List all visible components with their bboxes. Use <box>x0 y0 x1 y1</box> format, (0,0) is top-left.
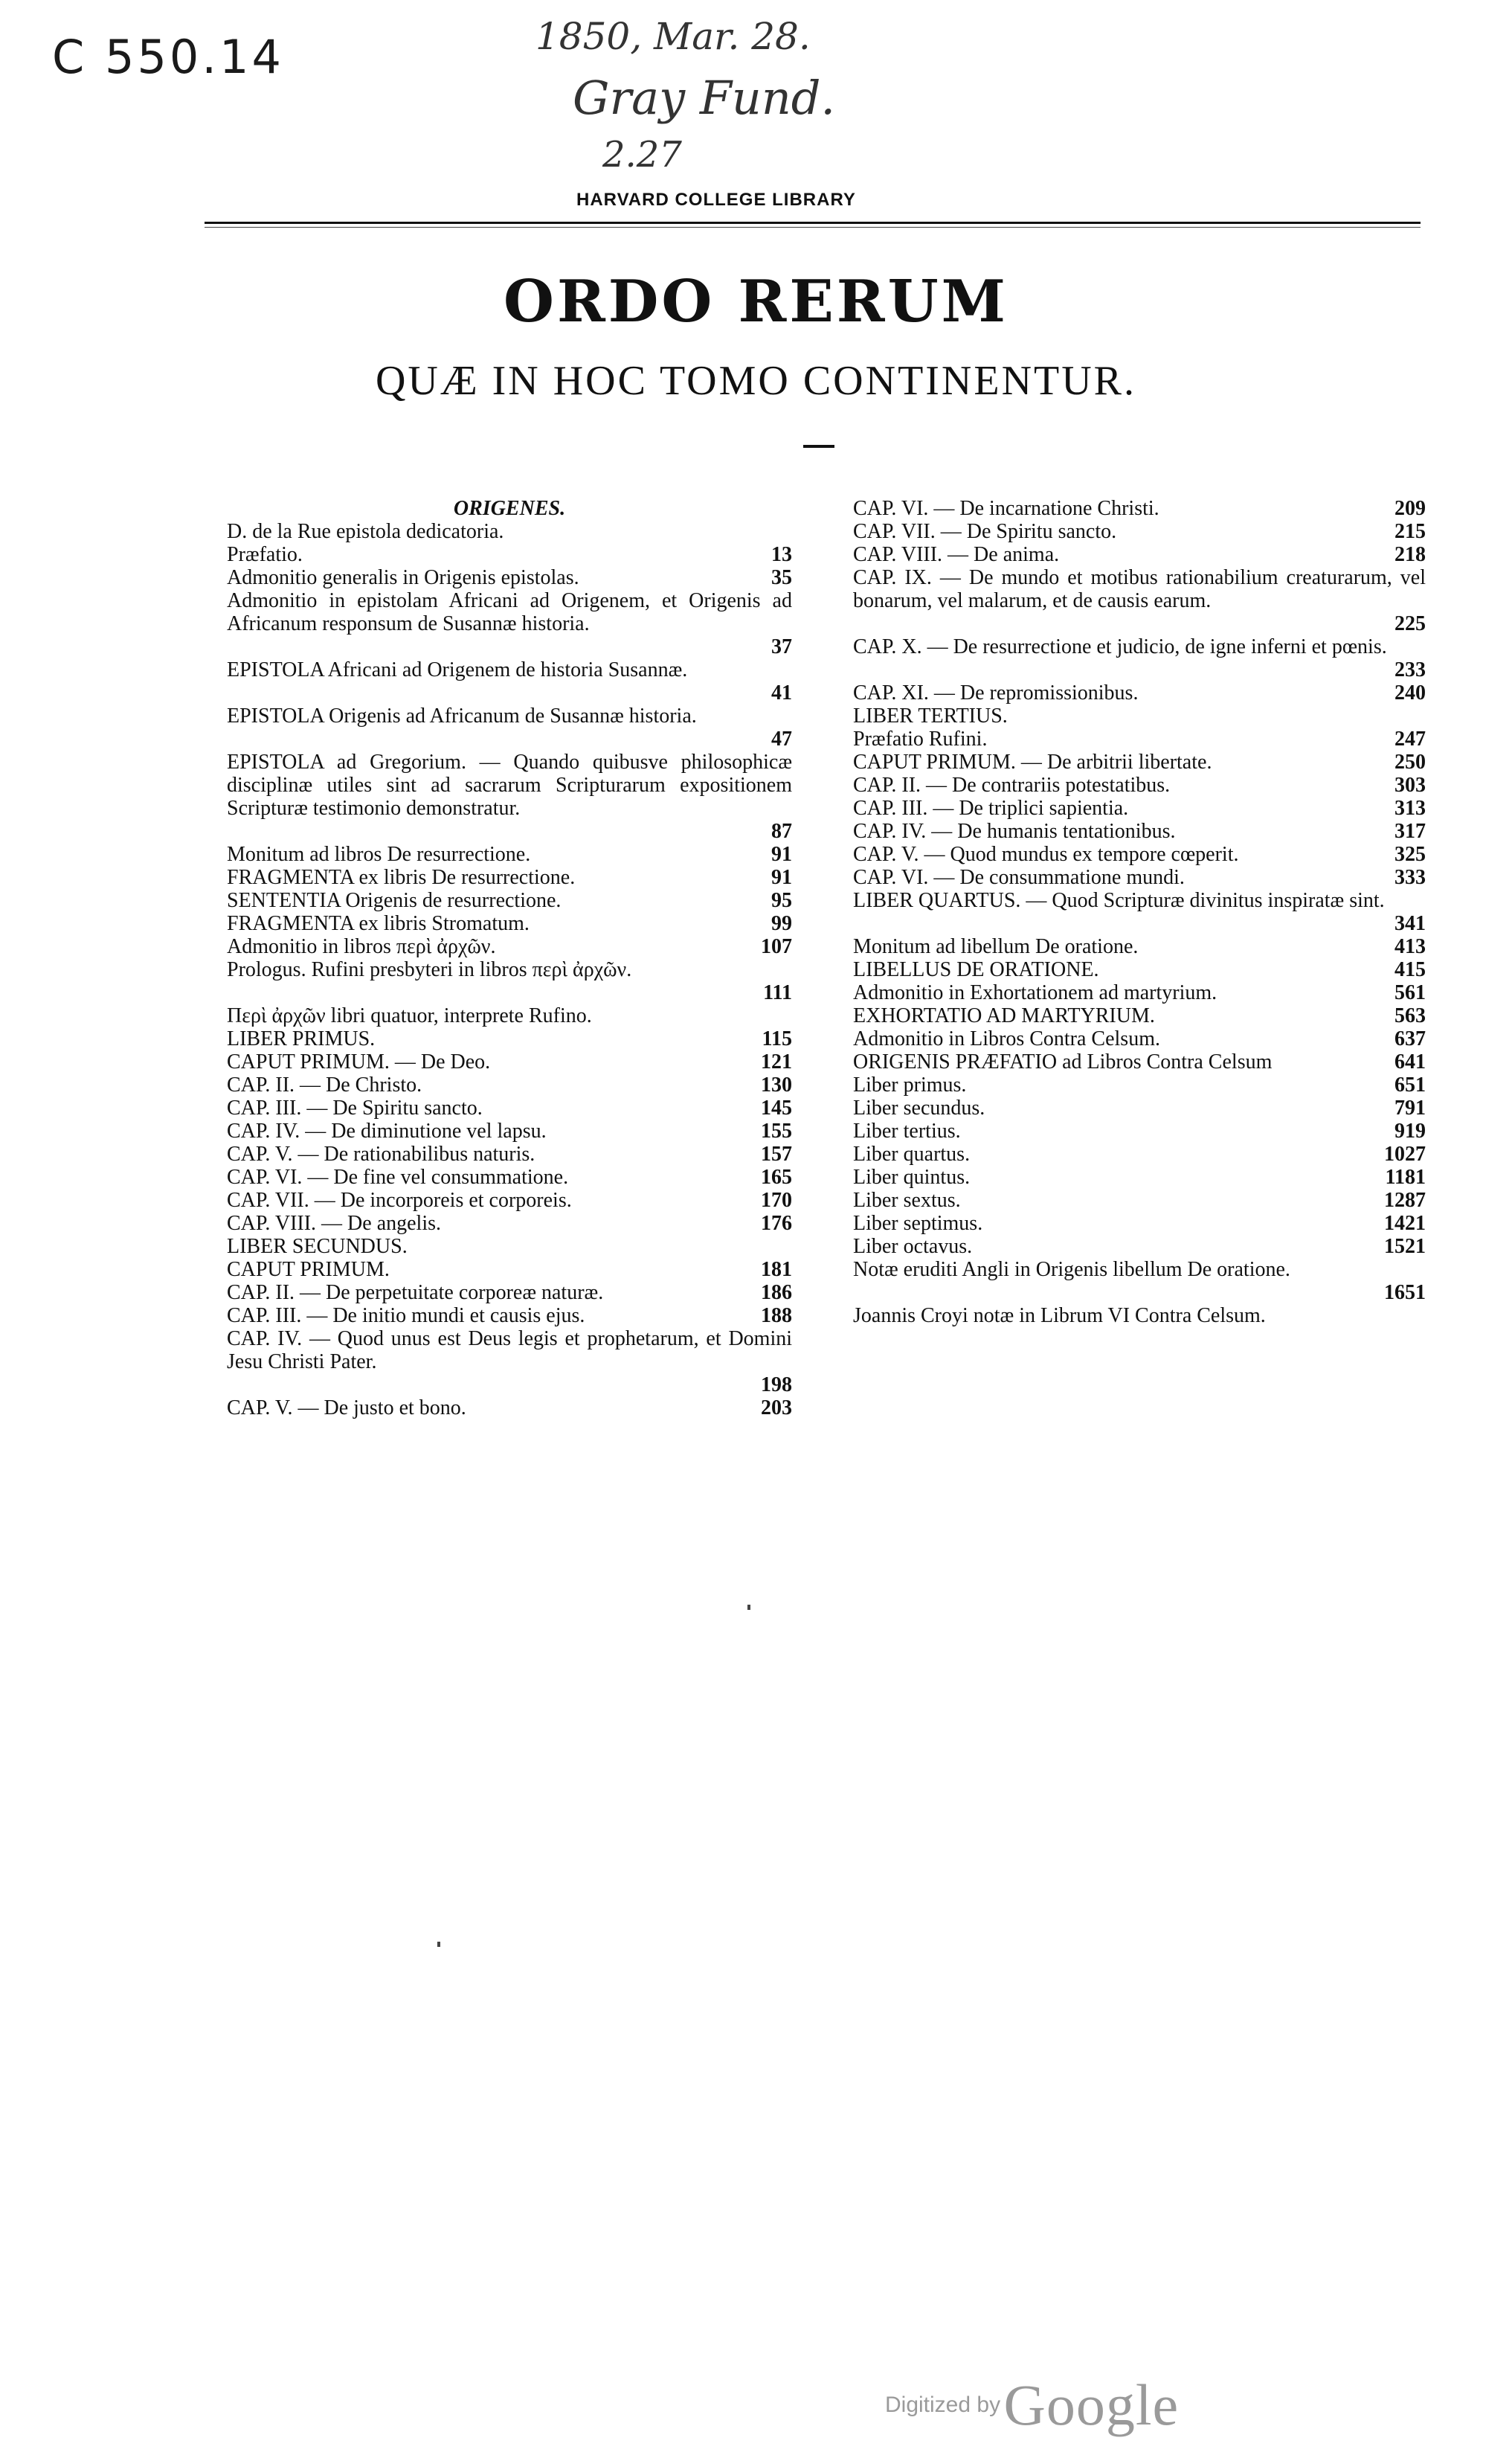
toc-entry <box>853 751 1426 774</box>
entry-page-number: 641 <box>1394 1050 1426 1074</box>
entry-title: LIBER PRIMUS. <box>227 1027 376 1050</box>
entry-title: CAP. V. — De rationabilibus naturis. <box>227 1143 535 1166</box>
toc-entry <box>227 1235 792 1258</box>
toc-entry <box>853 635 1426 681</box>
toc-entry <box>227 520 792 543</box>
toc-entry <box>853 981 1426 1004</box>
toc-entry <box>227 1327 792 1396</box>
right-column <box>853 497 1426 1327</box>
entry-page-number: 637 <box>1394 1027 1426 1050</box>
entry-title: CAP. VIII. — De angelis. <box>227 1212 442 1235</box>
entry-title: Liber tertius. <box>853 1120 961 1143</box>
entry-title: Monitum ad libellum De oratione. <box>853 935 1139 958</box>
handwritten-fund: Gray Fund. <box>573 71 836 125</box>
entry-title: CAPUT PRIMUM. — De arbitrii libertate. <box>853 751 1212 774</box>
entry-page-number: 1421 <box>1384 1212 1426 1235</box>
entry-title: CAP. IX. — De mundo et motibus rationabilium creaturarum, vel bonarum, vel malarum, et de causis earum. <box>853 566 1426 612</box>
digitized-by-label: Digitized by <box>885 2393 1001 2417</box>
toc-entry <box>227 658 792 705</box>
entry-page-number: 325 <box>1394 843 1426 866</box>
entry-page-number: 37 <box>771 635 792 658</box>
entry-title: CAPUT PRIMUM. <box>227 1258 390 1281</box>
entry-page-number: 240 <box>1394 681 1426 705</box>
page-title: ORDO RERUM <box>504 268 1008 336</box>
entry-page-number: 47 <box>771 728 792 751</box>
entry-title: CAP. V. — De justo et bono. <box>227 1396 466 1419</box>
entry-title: CAP. II. — De Christo. <box>227 1074 422 1097</box>
toc-entry <box>853 1004 1426 1027</box>
entry-page-number: 176 <box>761 1212 792 1235</box>
entry-title: Præfatio Rufini. <box>853 728 988 751</box>
left-column <box>227 497 792 1419</box>
entry-title: Liber primus. <box>853 1074 967 1097</box>
toc-entry <box>227 1074 792 1097</box>
entry-page-number: 247 <box>1394 728 1426 751</box>
entry-page-number: 415 <box>1394 958 1426 981</box>
toc-entry <box>853 728 1426 751</box>
top-rule <box>205 222 1421 224</box>
digitized-watermark <box>885 2372 1179 2439</box>
ink-speck <box>437 1942 440 1947</box>
entry-page-number: 181 <box>761 1258 792 1281</box>
entry-title: LIBELLUS DE ORATIONE. <box>853 958 1099 981</box>
entry-page-number: 91 <box>771 843 792 866</box>
entry-page-number: 157 <box>761 1143 792 1166</box>
toc-entry <box>853 1050 1426 1074</box>
toc-entry <box>227 912 792 935</box>
entry-title: Admonitio in epistolam Africani ad Origenem, et Origenis ad Africanum responsum de Susannæ historia. <box>227 589 792 635</box>
entry-page-number: 121 <box>761 1050 792 1074</box>
toc-entry <box>227 1004 792 1027</box>
entry-title: LIBER TERTIUS. <box>853 705 1008 728</box>
entry-page-number: 1181 <box>1385 1166 1426 1189</box>
entry-title: Liber septimus. <box>853 1212 983 1235</box>
toc-entry <box>227 1143 792 1166</box>
library-stamp: HARVARD COLLEGE LIBRARY <box>576 190 856 210</box>
entry-title: Liber sextus. <box>853 1189 961 1212</box>
toc-entry <box>853 935 1426 958</box>
entry-title: CAP. IV. — De diminutione vel lapsu. <box>227 1120 547 1143</box>
entry-page-number: 115 <box>762 1027 792 1050</box>
toc-entry <box>227 751 792 843</box>
entry-title: CAP. VIII. — De anima. <box>853 543 1060 566</box>
toc-entry <box>853 1235 1426 1258</box>
entry-title: CAP. IV. — De humanis tentationibus. <box>853 820 1176 843</box>
entry-title: ORIGENIS PRÆFATIO ad Libros Contra Celsum <box>853 1050 1273 1074</box>
entry-page-number: 303 <box>1394 774 1426 797</box>
entry-title: FRAGMENTA ex libris Stromatum. <box>227 912 530 935</box>
entry-page-number: 1521 <box>1384 1235 1426 1258</box>
toc-entry <box>853 797 1426 820</box>
entry-page-number: 1651 <box>1384 1281 1426 1304</box>
toc-entry <box>227 843 792 866</box>
entry-title: Liber quintus. <box>853 1166 971 1189</box>
toc-entry <box>853 1143 1426 1166</box>
toc-entry <box>227 935 792 958</box>
toc-entry <box>853 820 1426 843</box>
entry-title: Admonitio generalis in Origenis epistolas. <box>227 566 579 589</box>
toc-entry <box>853 497 1426 520</box>
toc-entry <box>227 866 792 889</box>
entry-page-number: 1287 <box>1384 1189 1426 1212</box>
left-entries-list <box>227 520 792 1419</box>
entry-page-number: 95 <box>771 889 792 912</box>
entry-page-number: 317 <box>1394 820 1426 843</box>
entry-title: CAP. II. — De contrariis potestatibus. <box>853 774 1171 797</box>
entry-title: Monitum ad libros De resurrectione. <box>227 843 531 866</box>
entry-page-number: 919 <box>1394 1120 1426 1143</box>
toc-entry <box>853 681 1426 705</box>
entry-title: Admonitio in Exhortationem ad martyrium. <box>853 981 1217 1004</box>
entry-title: Prologus. Rufini presbyteri in libros περὶ ἀρχῶν. <box>227 958 632 981</box>
entry-title: EPISTOLA Origenis ad Africanum de Susannæ historia. <box>227 705 697 728</box>
toc-entry <box>227 589 792 658</box>
entry-title: CAP. VI. — De fine vel consummatione. <box>227 1166 569 1189</box>
entry-page-number: 313 <box>1394 797 1426 820</box>
toc-entry <box>853 1097 1426 1120</box>
entry-title: CAP. VII. — De Spiritu sancto. <box>853 520 1117 543</box>
entry-title: Liber quartus. <box>853 1143 971 1166</box>
shelfmark-note: C 550.14 <box>52 30 284 84</box>
entry-page-number: 155 <box>761 1120 792 1143</box>
toc-entry <box>227 1120 792 1143</box>
handwritten-number: 2.27 <box>602 134 682 176</box>
entry-title: CAP. III. — De triplici sapientia. <box>853 797 1129 820</box>
entry-title: CAP. V. — Quod mundus ex tempore cœperit. <box>853 843 1239 866</box>
entry-page-number: 188 <box>761 1304 792 1327</box>
entry-page-number: 111 <box>763 981 792 1004</box>
entry-page-number: 333 <box>1394 866 1426 889</box>
entry-title: CAP. VI. — De incarnatione Christi. <box>853 497 1159 520</box>
toc-entry <box>853 889 1426 935</box>
toc-entry <box>227 1304 792 1327</box>
toc-entry <box>227 1189 792 1212</box>
entry-page-number: 145 <box>761 1097 792 1120</box>
page-subtitle: QUÆ IN HOC TOMO CONTINENTUR. <box>375 358 1137 404</box>
entry-page-number: 170 <box>761 1189 792 1212</box>
entry-page-number: 41 <box>771 681 792 705</box>
column-heading: ORIGENES. <box>453 497 566 520</box>
entry-page-number: 1027 <box>1384 1143 1426 1166</box>
toc-entry <box>227 1097 792 1120</box>
toc-entry <box>853 520 1426 543</box>
entry-title: CAP. II. — De perpetuitate corporeæ naturæ. <box>227 1281 604 1304</box>
toc-entry <box>227 1212 792 1235</box>
toc-entry <box>227 705 792 751</box>
toc-entry <box>853 1074 1426 1097</box>
entry-title: Admonitio in Libros Contra Celsum. <box>853 1027 1160 1050</box>
entry-title: CAPUT PRIMUM. — De Deo. <box>227 1050 491 1074</box>
entry-title: LIBER QUARTUS. — Quod Scripturæ divinitus inspiratæ sint. <box>853 889 1385 912</box>
toc-entry <box>227 1050 792 1074</box>
entry-page-number: 99 <box>771 912 792 935</box>
entry-title: Præfatio. <box>227 543 303 566</box>
entry-page-number: 413 <box>1394 935 1426 958</box>
handwritten-date: 1850, Mar. 28. <box>535 15 811 58</box>
toc-entry <box>853 543 1426 566</box>
entry-page-number: 130 <box>761 1074 792 1097</box>
toc-entry <box>853 1166 1426 1189</box>
toc-entry <box>227 1396 792 1419</box>
toc-entry <box>853 843 1426 866</box>
entry-page-number: 215 <box>1394 520 1426 543</box>
entry-title: D. de la Rue epistola dedicatoria. <box>227 520 504 543</box>
entry-title: Notæ eruditi Angli in Origenis libellum De oratione. <box>853 1258 1290 1281</box>
toc-entry <box>227 543 792 566</box>
toc-entry <box>853 1189 1426 1212</box>
entry-title: Περὶ ἀρχῶν libri quatuor, interprete Rufino. <box>227 1004 592 1027</box>
entry-page-number: 209 <box>1394 497 1426 520</box>
title-dash <box>803 445 834 448</box>
toc-entry <box>227 566 792 589</box>
entry-title: CAP. III. — De initio mundi et causis ejus. <box>227 1304 585 1327</box>
entry-title: Admonitio in libros περὶ ἀρχῶν. <box>227 935 496 958</box>
ink-speck <box>747 1605 750 1610</box>
entry-title: Liber secundus. <box>853 1097 985 1120</box>
top-rule-thin <box>205 227 1421 228</box>
right-entries-list <box>853 497 1426 1327</box>
entry-page-number: 107 <box>761 935 792 958</box>
entry-page-number: 91 <box>771 866 792 889</box>
entry-title: CAP. IV. — Quod unus est Deus legis et prophetarum, et Domini Jesu Christi Pater. <box>227 1327 792 1373</box>
entry-page-number: 341 <box>1394 912 1426 935</box>
toc-entry <box>227 1258 792 1281</box>
toc-entry <box>853 1212 1426 1235</box>
entry-title: LIBER SECUNDUS. <box>227 1235 408 1258</box>
entry-title: EPISTOLA Africani ad Origenem de historia Susannæ. <box>227 658 688 681</box>
toc-entry <box>853 1120 1426 1143</box>
toc-entry <box>853 705 1426 728</box>
toc-entry <box>227 889 792 912</box>
entry-page-number: 250 <box>1394 751 1426 774</box>
entry-page-number: 563 <box>1394 1004 1426 1027</box>
entry-page-number: 225 <box>1394 612 1426 635</box>
toc-entry <box>227 1166 792 1189</box>
toc-entry <box>227 1281 792 1304</box>
toc-entry <box>853 866 1426 889</box>
entry-page-number: 203 <box>761 1396 792 1419</box>
entry-title: Joannis Croyi notæ in Librum VI Contra Celsum. <box>853 1304 1266 1327</box>
entry-title: CAP. X. — De resurrectione et judicio, de igne inferni et pœnis. <box>853 635 1387 658</box>
toc-entry <box>853 566 1426 635</box>
entry-title: EPISTOLA ad Gregorium. — Quando quibusve philosophicæ disciplinæ utiles sint ad sacrarum Scripturarum expositionem Scripturæ testimonio demonstratur. <box>227 751 792 820</box>
entry-page-number: 791 <box>1394 1097 1426 1120</box>
toc-entry <box>227 958 792 1004</box>
entry-page-number: 218 <box>1394 543 1426 566</box>
entry-title: FRAGMENTA ex libris De resurrectione. <box>227 866 576 889</box>
entry-page-number: 35 <box>771 566 792 589</box>
toc-entry <box>853 958 1426 981</box>
toc-entry <box>853 1304 1426 1327</box>
entry-title: CAP. III. — De Spiritu sancto. <box>227 1097 483 1120</box>
entry-title: CAP. VI. — De consummatione mundi. <box>853 866 1185 889</box>
entry-page-number: 186 <box>761 1281 792 1304</box>
entry-title: CAP. XI. — De repromissionibus. <box>853 681 1139 705</box>
entry-page-number: 87 <box>771 820 792 843</box>
entry-page-number: 198 <box>761 1373 792 1396</box>
entry-page-number: 561 <box>1394 981 1426 1004</box>
toc-entry <box>853 774 1426 797</box>
toc-entry <box>853 1027 1426 1050</box>
entry-title: SENTENTIA Origenis de resurrectione. <box>227 889 562 912</box>
entry-page-number: 651 <box>1394 1074 1426 1097</box>
entry-page-number: 233 <box>1394 658 1426 681</box>
entry-page-number: 13 <box>771 543 792 566</box>
toc-entry <box>227 1027 792 1050</box>
entry-title: EXHORTATIO AD MARTYRIUM. <box>853 1004 1155 1027</box>
entry-title: Liber octavus. <box>853 1235 973 1258</box>
toc-entry <box>853 1258 1426 1304</box>
entry-title: CAP. VII. — De incorporeis et corporeis. <box>227 1189 572 1212</box>
google-logo: Google <box>1003 2372 1180 2437</box>
entry-page-number: 165 <box>761 1166 792 1189</box>
